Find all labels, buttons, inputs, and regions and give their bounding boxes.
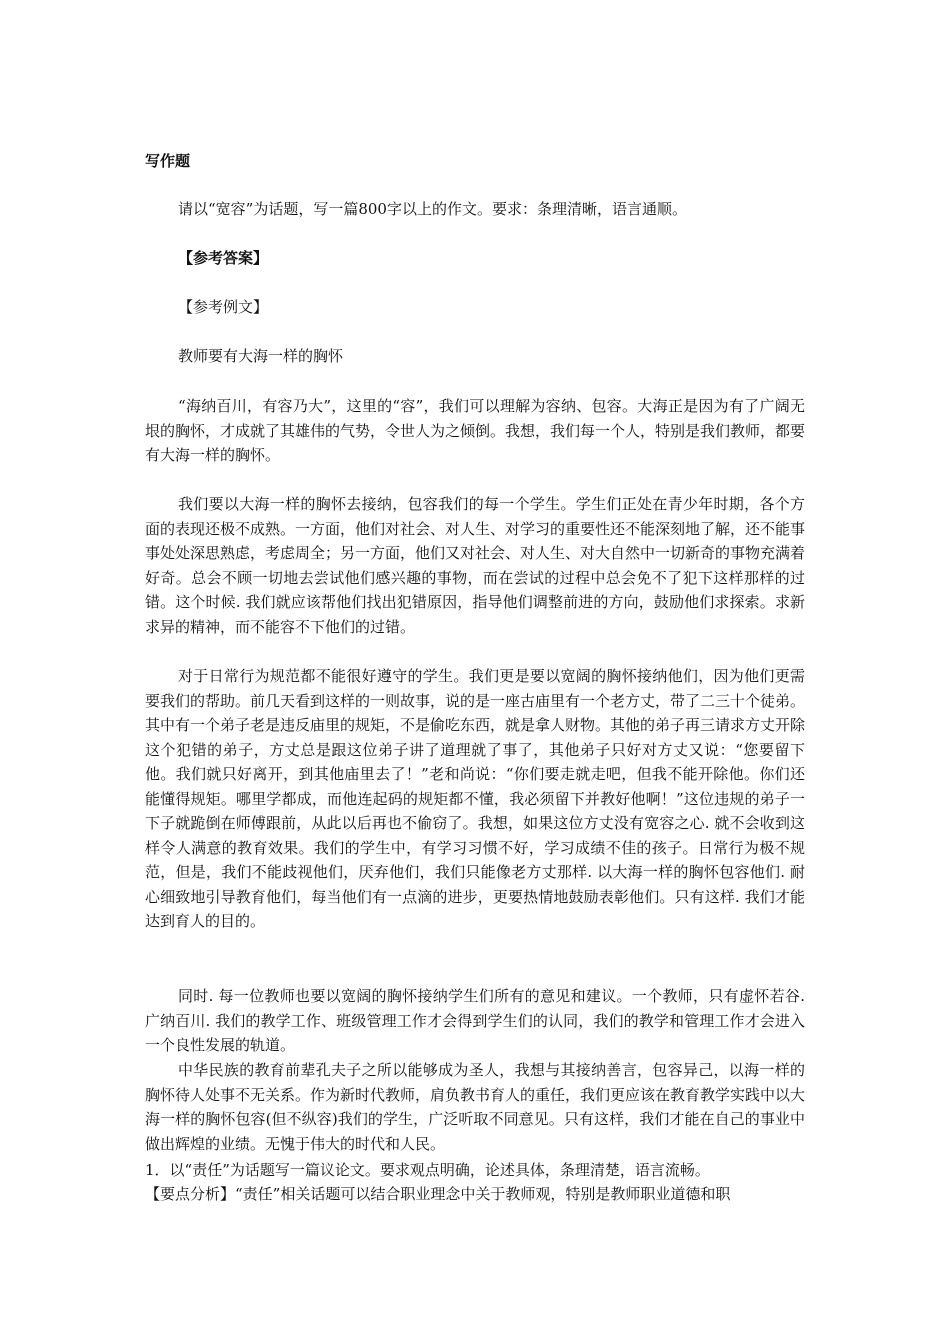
essay-paragraph-5: 中华民族的教育前辈孔夫子之所以能够成为圣人，我想与其接纳善言，包容异己，以海一样的胸怀待人处事不无关系。作为新时代教师，肩负教书育人的重任，我们更应该在教育教学实践中以大海一样的胸怀包容(但不纵容)我们的学生，广泛听取不同意见。只有这样，我们才能在自己的事业中做出辉煌的业绩。无愧于伟大的时代和人民。: [145, 1061, 806, 1153]
essay-paragraph-2: 我们要以大海一样的胸怀去接纳，包容我们的每一个学生。学生们正处在青少年时期，各个方面的表现还极不成熟。一方面，他们对社会、对人生、对学习的重要性还不能深刻地了解，还不能事事处处深思熟虑，考虑周全；另一方面，他们又对社会、对人生、对大自然中一切新奇的事物充满着好奇。总会不顾一切地去尝试他们感兴趣的事物，而在尝试的过程中总会免不了犯下这样那样的过错。这个时候. 我们就应该帮他们找出犯错原因，指导他们调整前进的方向，鼓励他们求探索。求新求异的精神，而不能容不下他们的过错。: [145, 495, 806, 636]
writing-prompt: 请以“宽容”为话题，写一篇800字以上的作文。要求：条理清晰，语言通顺。: [178, 200, 687, 218]
answer-label: 【参考答案】: [178, 249, 269, 267]
sample-label: 【参考例文】: [178, 298, 269, 316]
essay-title: 教师要有大海一样的胸怀: [178, 347, 344, 365]
analysis-line: 【要点分析】“责任”相关话题可以结合职业理念中关于教师观，特别是教师职业道德和职: [145, 1185, 731, 1203]
essay-paragraph-4: 同时. 每一位教师也要以宽阔的胸怀接纳学生们所有的意见和建议。一个教师，只有虚怀若谷. 广纳百川. 我们的教学工作、班级管理工作才会得到学生们的认同，我们的教学和管理工作才会进入一个良性发展的轨道。: [145, 987, 805, 1054]
question-1: 1．以“责任”为话题写一篇议论文。要求观点明确，论述具体，条理清楚，语言流畅。: [145, 1161, 710, 1179]
section-heading: 写作题: [145, 152, 191, 170]
essay-paragraph-1: “海纳百川，有容乃大”，这里的“容”，我们可以理解为容纳、包容。大海正是因为有了广阔无垠的胸怀，才成就了其雄伟的气势，令世人为之倾倒。我想，我们每一个人，特别是我们教师，都要有大海一样的胸怀。: [145, 397, 806, 464]
essay-paragraph-3: 对于日常行为规范都不能很好遵守的学生。我们更是要以宽阔的胸怀接纳他们，因为他们更需要我们的帮助。前几天看到这样的一则故事，说的是一座古庙里有一个老方丈，带了二三十个徒弟。其中有一个弟子老是违反庙里的规矩，不是偷吃东西，就是拿人财物。其他的弟子再三请求方丈开除这个犯错的弟子，方丈总是跟这位弟子讲了道理就了事了，其他弟子只好对方丈又说：“您要留下他。我们就只好离开，到其他庙里去了！”老和尚说：“你们要走就走吧，但我不能开除他。你们还能懂得规矩。哪里学都成，而他连起码的规矩都不懂，我必须留下并教好他啊！”这位违规的弟子一下子就跪倒在师傅跟前，从此以后再也不偷窃了。我想，如果这位方丈没有宽容之心. 就不会收到这样令人满意的教育效果。我们的学生中，有学习习惯不好，学习成绩不佳的孩子。日常行为极不规范，但是，我们不能歧视他们，厌弃他们，我们只能像老方丈那样. 以大海一样的胸怀包容他们. 耐心细致地引导教育他们，每当他们有一点滴的进步，更要热情地鼓励表彰他们。只有这样. 我们才能达到育人的目的。: [145, 667, 806, 930]
